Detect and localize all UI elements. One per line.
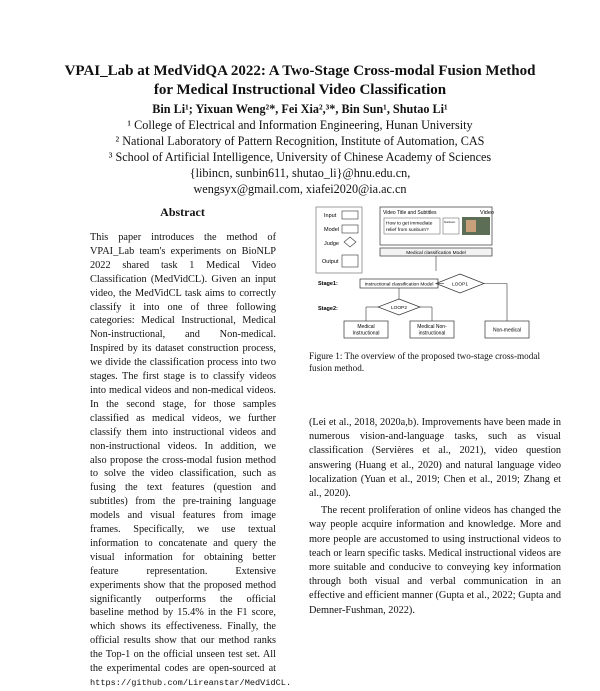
legend-input-label: Input [324, 213, 337, 219]
out-med-non-line-1: Medical Non- [417, 324, 447, 330]
legend-output-label: Output [322, 259, 339, 265]
body-paragraph-2: The recent proliferation of online videos has changed the way people acquire information and knowledge. More and more people are accustomed to using instructional videos to teach or learn specific tasks. Medical instructional videos are more suitable and conducive to conveying key information through both visual and verbal communication in an effective and efficient manner (Gupta et al., 2022; Gupta and Demner-Fushman, 2022). [309, 505, 561, 616]
video-title-label: Video Title and Subtitles [383, 210, 437, 216]
code-url-link[interactable]: https://github.com/Lireanstar/MedVidCL. [90, 678, 292, 688]
legend-output-shape [342, 255, 358, 267]
question-line-1: How to get immediate [386, 221, 433, 227]
subtitle-mini-text: Sunburn [444, 220, 456, 224]
affiliation-3: ³ School of Artificial Intelligence, University of Chinese Academy of Sciences [108, 150, 492, 164]
stage1-label: Stage1: [318, 281, 338, 287]
question-line-2: relief from sunburn? [386, 228, 429, 233]
abstract-body [90, 231, 292, 691]
legend-model-shape [342, 225, 358, 233]
body-column [309, 416, 561, 618]
email-line-2: wengsyx@gmail.com, xiafei2020@ia.ac.cn [193, 182, 407, 196]
overview-figure [312, 203, 562, 343]
medical-model-label: Medical classification Model [406, 251, 466, 256]
legend-judge-shape [344, 237, 356, 247]
title-line-2: for Medical Instructional Video Classification [153, 82, 447, 98]
out-med-instr-line-2: Instructional [352, 330, 380, 337]
out-med-non-line-2: instructional [418, 330, 446, 337]
email-line-1: {libincn, sunbin611, shutao_li}@hnu.edu.cn, [189, 166, 411, 180]
figure-caption: Figure 1: The overview of the proposed two-stage cross-modal fusion method. [309, 351, 540, 373]
abstract-heading: Abstract [160, 205, 205, 219]
author-names: Bin Li¹; Yixuan Weng²*, Fei Xia²,³*, Bin Sun¹, Shutao Li¹ [152, 102, 448, 116]
loop2-label: LOOP2 [391, 306, 407, 311]
video-label: Video [480, 210, 494, 216]
body-paragraph-1: (Lei et al., 2018, 2020a,b). Improvements have been made in numerous vision-and-language tasks, such as visual classification (Servières et al., 2021), video question answering (Huang et al., 2020) and natural language video localization (Yuan et al., 2019; Chen et al., 2019; Zhang et al., 2020). [309, 417, 561, 500]
legend-input-shape [342, 211, 358, 219]
instructional-model-label: Instructional classification Model [364, 282, 434, 288]
loop1-label: LOOP1 [452, 282, 468, 288]
stage2-label: Stage2: [318, 306, 338, 312]
out-non-medical-label: Non-medical [492, 327, 522, 334]
paper-title [40, 62, 560, 100]
abstract-text: This paper introduces the method of VPAI_Lab team's experiments on BioNLP 2022 shared task 1 Medical Video Classification (MedVidCL). Given an input video, the MedVidCL task aims to correctly classify it into one of three following categories: Medical Instructional, Medical Non-instructional, and Non-medical. Inspired by its dataset construction process, we divide the classification process into two stages. The first stage is to classify videos into medical videos and non-medical videos. In the second stage, for those samples classified as medical videos, we further classify them into instructional videos and non-instructional videos. In addition, we also propose the cross-modal fusion method to solve the video classification, such as fusing the text features (question and subtitles) from the pre-training language models and visual features from image frames. Specifically, we use textual information to concatenate and query the visual information for obtaining better feature representation. Extensive experiments show that the proposed method significantly outperforms the official baseline method by 15.4% in the F1 score, which shows its effectiveness. Finally, the official results show that our method ranks the Top-1 on the official unseen test set. All the experimental codes are open-sourced at [90, 232, 276, 675]
video-frame-detail [466, 220, 476, 232]
title-line-1: VPAI_Lab at MedVidQA 2022: A Two-Stage Cross-modal Fusion Method [64, 63, 536, 79]
author-block [40, 101, 560, 197]
affiliation-1: ¹ College of Electrical and Information Engineering, Hunan University [127, 118, 473, 132]
legend-judge-label: Judge [324, 241, 339, 247]
legend-model-label: Model [324, 227, 339, 233]
affiliation-2: ² National Laboratory of Pattern Recognition, Institute of Automation, CAS [115, 134, 485, 148]
out-med-instr-line-1: Medical [357, 324, 375, 330]
